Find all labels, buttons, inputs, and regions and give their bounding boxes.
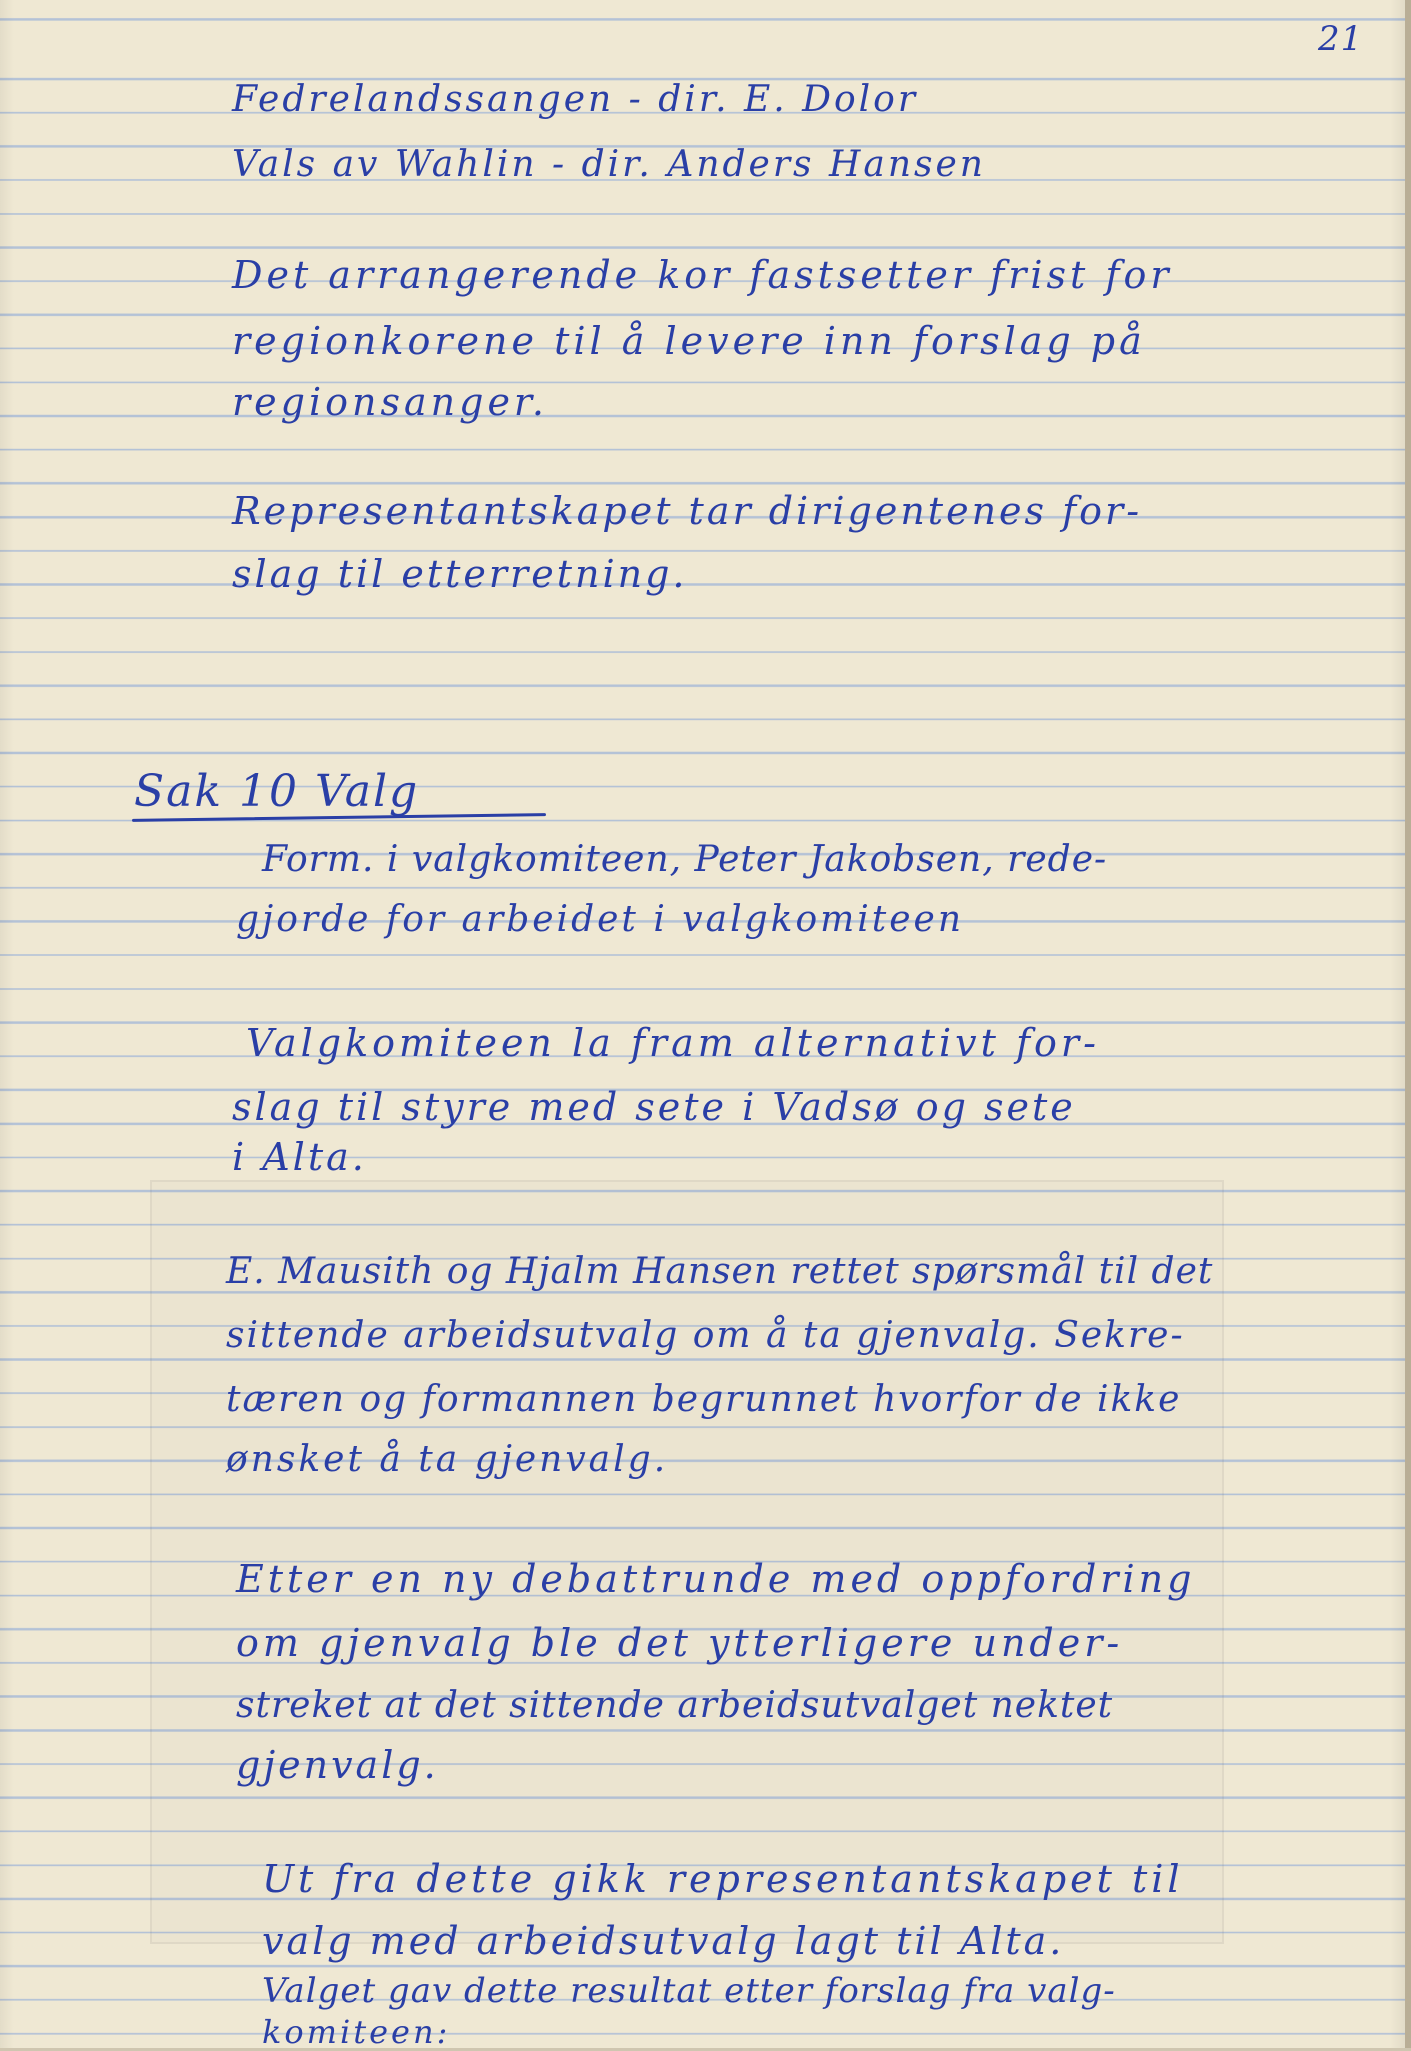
handwritten-line: i Alta. (232, 1135, 367, 1179)
page-binding-edge (1405, 0, 1411, 2048)
page-number: 21 (1318, 19, 1364, 59)
section-heading: Sak 10 Valg (134, 766, 420, 817)
handwritten-line: Det arrangerende kor fastsetter frist for (232, 253, 1173, 297)
handwritten-line: Fedrelandssangen - dir. E. Dolor (232, 79, 919, 120)
handwritten-line: Valgkomiteen la fram alternativt for- (246, 1021, 1100, 1065)
handwritten-line: Etter en ny debattrunde med oppfordring (236, 1557, 1196, 1601)
handwritten-line: streket at det sittende arbeidsutvalget nektet (236, 1685, 1114, 1726)
handwritten-line: E. Mausith og Hjalm Hansen rettet spørsmål til det (226, 1251, 1214, 1292)
handwritten-line: tæren og formannen begrunnet hvorfor de ikke (226, 1379, 1182, 1420)
handwritten-line: Valget gav dette resultat etter forslag fra valg- (262, 1971, 1116, 2011)
handwritten-line: Ut fra dette gikk representantskapet til (262, 1857, 1184, 1901)
handwritten-line: om gjenvalg ble det ytterligere under- (236, 1621, 1124, 1665)
handwritten-line: regionkorene til å levere inn forslag på (232, 319, 1146, 363)
handwritten-line: Representantskapet tar dirigentenes for- (232, 489, 1143, 533)
handwritten-line: Vals av Wahlin - dir. Anders Hansen (232, 144, 986, 185)
handwritten-line: slag til etterretning. (232, 552, 688, 596)
handwritten-line: sittende arbeidsutvalg om å ta gjenvalg. Sekre- (226, 1315, 1185, 1356)
handwritten-line: ønsket å ta gjenvalg. (226, 1439, 669, 1480)
handwritten-line: regionsanger. (232, 380, 548, 424)
handwritten-line: komiteen: (262, 2013, 451, 2051)
handwritten-line: gjenvalg. (236, 1743, 439, 1787)
handwritten-line: Form. i valgkomiteen, Peter Jakobsen, rede- (262, 839, 1108, 880)
handwritten-line: valg med arbeidsutvalg lagt til Alta. (262, 1919, 1065, 1963)
handwritten-line: slag til styre med sete i Vadsø og sete (232, 1085, 1076, 1129)
handwritten-line: gjorde for arbeidet i valgkomiteen (236, 899, 965, 940)
